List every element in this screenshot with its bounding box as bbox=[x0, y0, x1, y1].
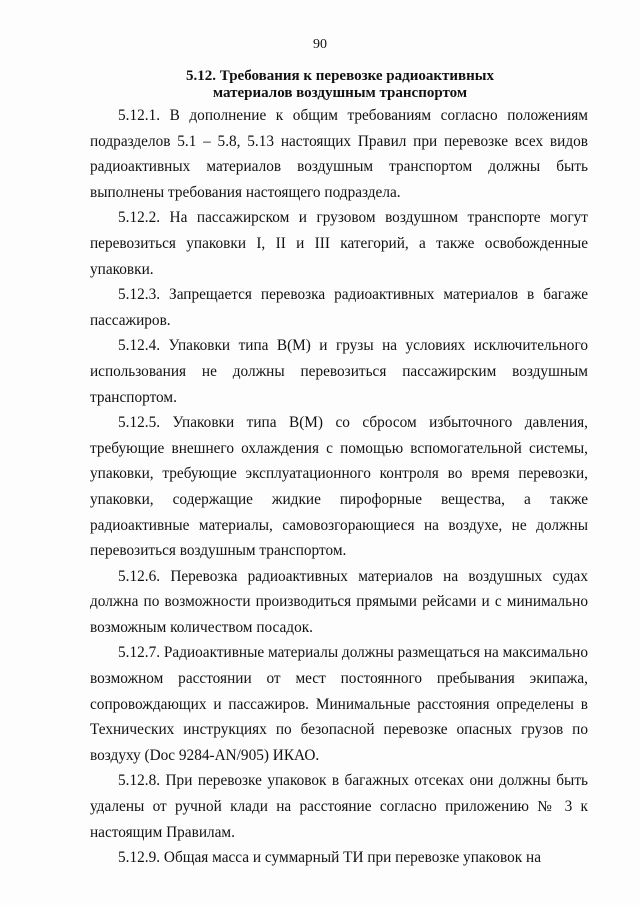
section-heading bbox=[90, 68, 590, 102]
paragraph-5-12-1: 5.12.1. В дополнение к общим требованиям согласно положениям подразделов 5.1 – 5.8, 5.13 настоящих Правил при перевозке всех видов радиоактивных материалов воздушным транспортом должны быть выполнены требования настоящего подраздела. bbox=[90, 107, 588, 201]
paragraph-5-12-7: 5.12.7. Радиоактивные материалы должны размещаться на максимально возможном расстоянии от мест постоянного пребывания экипажа, сопровождающих и пассажиров. Минимальные расстояния определены в Технических инструкциях по безопасной перевозке опасных грузов по воздуху (Doc 9284-AN/905) ИКАО. bbox=[90, 644, 589, 764]
paragraph-5-12-5: 5.12.5. Упаковки типа В(М) со сбросом избыточного давления, требующие внешнего охлаждения с помощью вспомогательной системы, упаковки, требующие эксплуатационного контроля во время перевозки, упаковки, содержащие жидкие пирофорные вещества, а также радиоактивные материалы, самовозгорающиеся на воздухе, не должны перевозиться воздушным транспортом. bbox=[90, 414, 588, 560]
section-heading-line-2: материалов воздушным транспортом bbox=[212, 85, 468, 101]
paragraph-5-12-9: 5.12.9. Общая масса и суммарный ТИ при перевозке упаковок на bbox=[118, 849, 541, 867]
paragraph-5-12-2: 5.12.2. На пассажирском и грузовом воздушном транспорте могут перевозиться упаковки I, II и III категорий, а также освобожденные упаковки. bbox=[90, 209, 588, 278]
body-text bbox=[90, 103, 588, 871]
page-number: 90 bbox=[313, 37, 327, 52]
paragraph-5-12-6: 5.12.6. Перевозка радиоактивных материалов на воздушных судах должна по возможности производиться прямыми рейсами и с минимально возможным количеством посадок. bbox=[90, 567, 588, 636]
paragraph-5-12-4: 5.12.4. Упаковки типа В(М) и грузы на условиях исключительного использования не должны перевозиться пассажирским воздушным транспортом. bbox=[90, 337, 588, 406]
paragraph-5-12-8: 5.12.8. При перевозке упаковок в багажных отсеках они должны быть удалены от ручной клади на расстояние согласно приложению № 3 к настоящим Правилам. bbox=[90, 772, 588, 841]
paragraph-5-12-3: 5.12.3. Запрещается перевозка радиоактивных материалов в багаже пассажиров. bbox=[90, 286, 588, 329]
section-heading-line-1: 5.12. Требования к перевозке радиоактивных bbox=[186, 68, 494, 84]
